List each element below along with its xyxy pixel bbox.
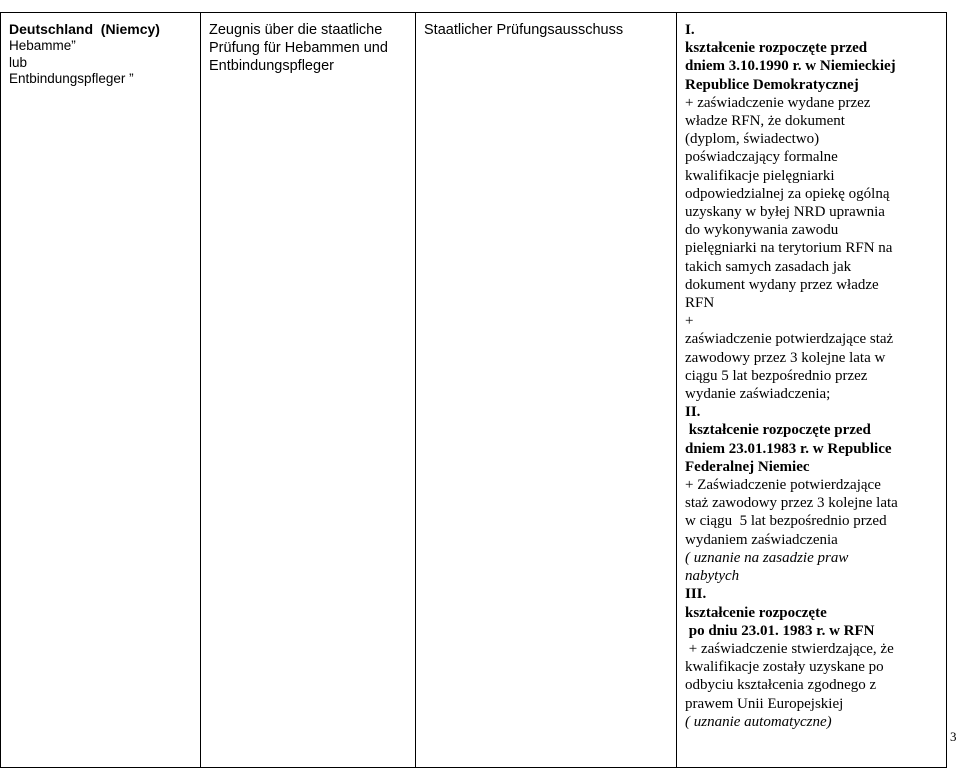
section-body-line: wydaniem zaświadczenia — [685, 531, 838, 548]
section-body-line: staż zawodowy przez 3 kolejne lata — [685, 495, 898, 512]
issuing-body: Staatlicher Prüfungsausschuss — [424, 22, 624, 38]
qualification-title — [209, 21, 407, 75]
section-body-line: + — [685, 313, 694, 330]
section-body-line: odbyciu kształcenia zgodnego z — [685, 677, 877, 694]
section-body-line: uzyskany w byłej NRD uprawnia — [685, 204, 885, 221]
condition-section — [685, 403, 938, 585]
section-body-line: kwalifikacje zostały uzyskane po — [685, 659, 884, 676]
section-heading-line: kształcenie rozpoczęte przed — [685, 422, 871, 439]
section-body-line: zawodowy przez 3 kolejne lata w — [685, 349, 886, 366]
section-heading-line: dniem 3.10.1990 r. w Niemieckiej — [685, 58, 896, 75]
table-row — [1, 13, 947, 768]
section-body-line: wydanie zaświadczenia; — [685, 386, 831, 403]
recognition-table — [0, 12, 947, 768]
section-numeral: I. — [685, 22, 695, 38]
section-body-line: prawem Unii Europejskiej — [685, 695, 844, 712]
condition-section — [685, 21, 938, 403]
section-note-line: nabytych — [685, 568, 740, 585]
section-heading-line: kształcenie rozpoczęte — [685, 604, 827, 621]
country-titles — [9, 38, 192, 88]
section-note-line: ( uznanie automatyczne) — [685, 713, 832, 730]
section-body-line: odpowiedzialnej za opiekę ogólną — [685, 185, 890, 202]
conditions-cell — [677, 13, 947, 768]
section-body-line: władze RFN, że dokument — [685, 113, 845, 130]
section-body-line: ciągu 5 lat bezpośrednio przez — [685, 367, 868, 384]
qualification-line: Entbindungspfleger — [209, 58, 334, 74]
section-body-line: pielęgniarki na terytorium RFN na — [685, 240, 893, 257]
country-cell — [1, 13, 201, 768]
country-title-line: lub — [9, 54, 28, 70]
issuing-body-cell — [416, 13, 677, 768]
section-body-line: zaświadczenie potwierdzające staż — [685, 331, 894, 348]
section-body-line: + Zaświadczenie potwierdzające — [685, 477, 881, 494]
qualification-line: Zeugnis über die staatliche — [209, 22, 383, 38]
qualification-line: Prüfung für Hebammen und — [209, 40, 388, 56]
section-heading-line: Federalnej Niemiec — [685, 458, 810, 475]
country-title-line: Hebamme” — [9, 38, 76, 53]
section-heading-line: po dniu 23.01. 1983 r. w RFN — [685, 622, 875, 639]
section-body-line: takich samych zasadach jak — [685, 258, 852, 275]
section-body-line: dokument wydany przez władze — [685, 276, 879, 293]
section-numeral: II. — [685, 404, 701, 421]
section-body-line: + zaświadczenie stwierdzające, że — [685, 640, 894, 657]
section-note-line: ( uznanie na zasadzie praw — [685, 549, 849, 566]
section-heading-line: Republice Demokratycznej — [685, 76, 859, 93]
section-numeral: III. — [685, 586, 707, 603]
page-number: 3 — [950, 729, 957, 744]
country-name: Deutschland (Niemcy) — [9, 21, 160, 37]
section-body-line: kwalifikacje pielęgniarki — [685, 167, 835, 184]
section-body-line: poświadczający formalne — [685, 149, 838, 166]
section-heading-line: dniem 23.01.1983 r. w Republice — [685, 440, 892, 457]
conditions-text — [685, 21, 938, 731]
qualification-cell — [201, 13, 416, 768]
condition-section — [685, 585, 938, 731]
section-body-line: do wykonywania zawodu — [685, 222, 839, 239]
country-title-line: Entbindungspfleger ” — [9, 71, 134, 86]
section-body-line: w ciągu 5 lat bezpośrednio przed — [685, 513, 887, 530]
section-heading-line: kształcenie rozpoczęte przed — [685, 40, 868, 57]
section-body-line: RFN — [685, 295, 715, 312]
section-body-line: + zaświadczenie wydane przez — [685, 94, 871, 111]
section-body-line: (dyplom, świadectwo) — [685, 131, 820, 148]
